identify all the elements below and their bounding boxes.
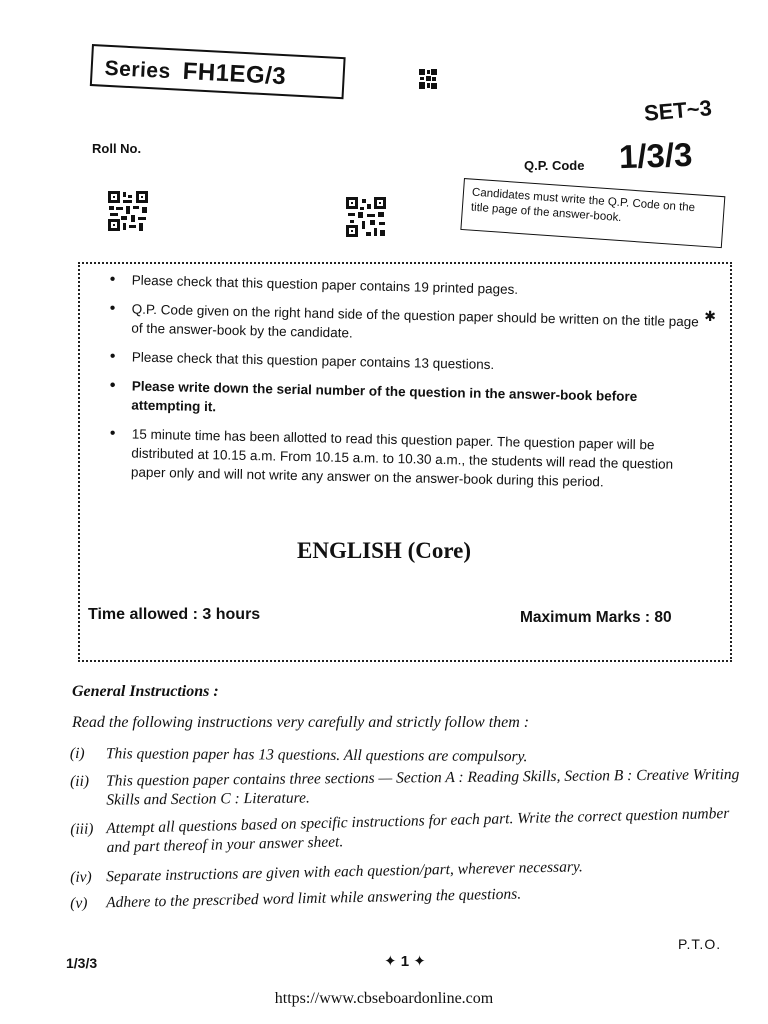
instruction-item <box>70 744 750 768</box>
instruction-item <box>70 765 750 810</box>
maximum-marks: Maximum Marks : 80 <box>520 609 672 626</box>
instruction-text: This question paper contains three sections — Section A : Reading Skills, Section B : Creative Writing Skills and Section C : Literature. <box>106 765 740 809</box>
page-number <box>384 952 426 970</box>
time-allowed: Time allowed : 3 hours <box>88 606 261 623</box>
instruction-text: Separate instructions are given with each question/part, wherever necessary. <box>106 858 583 886</box>
subject-title: ENGLISH (Core) <box>297 538 471 563</box>
arrow-left-icon: ✦ <box>384 953 397 970</box>
arrow-right-icon: ✦ <box>413 953 426 970</box>
instruction-number: (iii) <box>70 820 94 838</box>
set-label: SET~3 <box>642 95 713 126</box>
page-number-value: 1 <box>400 953 410 970</box>
small-barcode-icon <box>418 68 438 90</box>
general-instructions-lead: Read the following instructions very carefully and strictly follow them : <box>72 714 530 731</box>
notice-item-pages: • Please check that this question paper contains 19 printed pages. <box>108 270 708 304</box>
instruction-text: Attempt all questions based on specific instructions for each part. Write the correct question number and part thereof in your answer sheet. <box>106 804 730 857</box>
pto-label: P.T.O. <box>678 936 722 952</box>
notice-item-qp-code: • Q.P. Code given on the right hand side of the question paper should be written on the title page of the answer-book by the candidate. <box>107 299 708 351</box>
candidates-note: Candidates must write the Q.P. Code on the title page of the answer-book. <box>460 178 725 248</box>
qr-code-icon <box>345 196 387 238</box>
instruction-number: (ii) <box>70 772 90 790</box>
general-instructions-title: General Instructions : <box>72 683 219 700</box>
notice-item-reading-time: • 15 minute time has been allotted to read this question paper. The question paper will be distributed at 10.15 a.m. From 10.15 a.m. to 10.30 a.m., the students will read the question paper only and will not write any answer on the answer-book during this period. <box>107 424 708 494</box>
notice-item-questions: • Please check that this question paper contains 13 questions. <box>108 347 708 379</box>
instruction-text: Adhere to the prescribed word limit while answering the questions. <box>106 885 522 912</box>
qp-code-label: Q.P. Code <box>524 158 585 173</box>
series-code: FH1EG/3 <box>182 57 287 91</box>
instruction-number: (iv) <box>70 868 92 886</box>
notice-list <box>108 270 708 491</box>
roll-no-label: Roll No. <box>92 141 142 156</box>
star-icon: ✱ <box>704 308 716 324</box>
instruction-item <box>70 803 751 858</box>
instruction-number: (v) <box>70 894 88 912</box>
qp-code-value: 1/3/3 <box>618 135 694 176</box>
source-url-link[interactable]: https://www.cbseboardonline.com <box>274 990 494 1007</box>
series-box <box>90 44 346 99</box>
notice-item-serial-number: • Please write down the serial number of the question in the answer-book before attempting it. <box>107 376 708 427</box>
instruction-number: (i) <box>69 745 85 763</box>
qr-code-icon <box>107 190 149 232</box>
series-label: Series <box>104 56 172 84</box>
instruction-text: This question paper has 13 questions. All questions are compulsory. <box>105 745 528 766</box>
footer-qp-code: 1/3/3 <box>66 955 98 971</box>
